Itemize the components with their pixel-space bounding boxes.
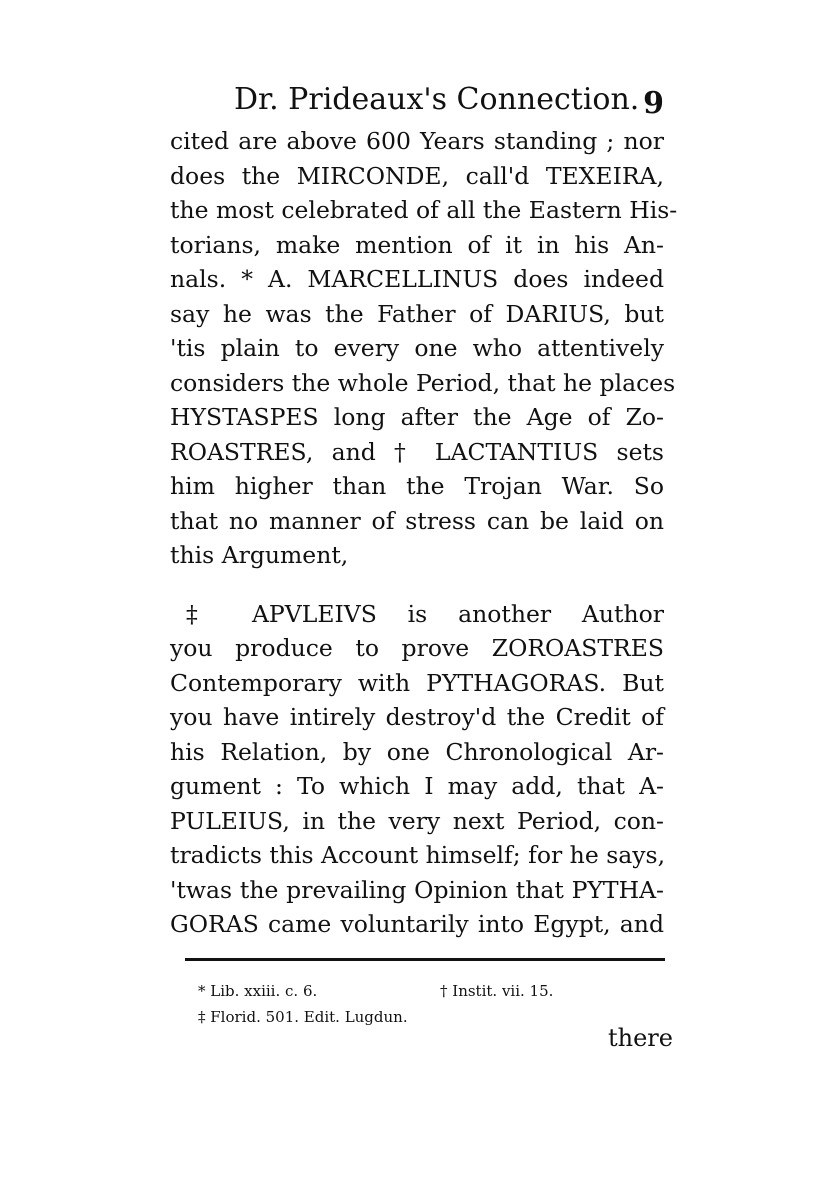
text-line: considers the whole Period, that he places bbox=[170, 368, 676, 397]
paragraph-2 bbox=[170, 597, 664, 942]
text-line: 'tis plain to every one who attentively bbox=[170, 334, 664, 362]
footnote-2: † Instit. vii. 15. bbox=[440, 982, 554, 1000]
footnote-row bbox=[198, 1004, 658, 1030]
text-line: say he was the Father of DARIUS, but bbox=[170, 299, 664, 328]
text-line: does the MIRCONDE, call'd TEXEIRA, bbox=[170, 161, 664, 190]
footnotes bbox=[198, 978, 658, 1030]
paragraph-gap bbox=[170, 573, 664, 597]
page-number: 9 bbox=[643, 86, 664, 121]
catchword: there bbox=[608, 1024, 673, 1052]
footnote-row bbox=[198, 978, 658, 1004]
running-title: Dr. Prideaux's Connection. bbox=[234, 82, 640, 117]
text-line: this Argument, bbox=[170, 541, 349, 569]
text-line: you produce to prove ZOROASTRES bbox=[170, 634, 664, 662]
text-line: 'twas the prevailing Opinion that PYTHA- bbox=[170, 875, 664, 904]
paragraph-1 bbox=[170, 124, 678, 573]
text-line: tradicts this Account himself; for he says, bbox=[170, 841, 666, 869]
text-line: the most celebrated of all the Eastern His- bbox=[170, 196, 678, 224]
text-line: ‡ APVLEIVS is another Author bbox=[186, 599, 664, 628]
text-line: GORAS came voluntarily into Egypt, and bbox=[170, 910, 664, 938]
text-line: gument : To which I may add, that A- bbox=[170, 772, 664, 800]
text-line: ROASTRES, and † LACTANTIUS sets bbox=[170, 437, 664, 466]
footnote-3: ‡ Florid. 501. Edit. Lugdun. bbox=[198, 1008, 408, 1026]
text-line: his Relation, by one Chronological Ar- bbox=[170, 737, 664, 766]
text-line: him higher than the Trojan War. So bbox=[170, 472, 664, 500]
text-line: HYSTASPES long after the Age of Zo- bbox=[170, 403, 664, 431]
running-header bbox=[170, 78, 664, 128]
text-line: Contemporary with PYTHAGORAS. But bbox=[170, 668, 664, 697]
text-line: cited are above 600 Years standing ; nor bbox=[170, 127, 664, 155]
text-line: torians, make mention of it in his An- bbox=[170, 230, 664, 259]
body-text bbox=[170, 124, 678, 942]
footnote-1: * Lib. xxiii. c. 6. bbox=[198, 982, 318, 1000]
text-line: you have intirely destroy'd the Credit of bbox=[170, 703, 664, 731]
text-line: PULEIUS, in the very next Period, con- bbox=[170, 806, 664, 835]
text-line: that no manner of stress can be laid on bbox=[170, 506, 664, 535]
text-line: nals. * A. MARCELLINUS does indeed bbox=[170, 265, 664, 293]
footnote-rule bbox=[185, 958, 665, 961]
